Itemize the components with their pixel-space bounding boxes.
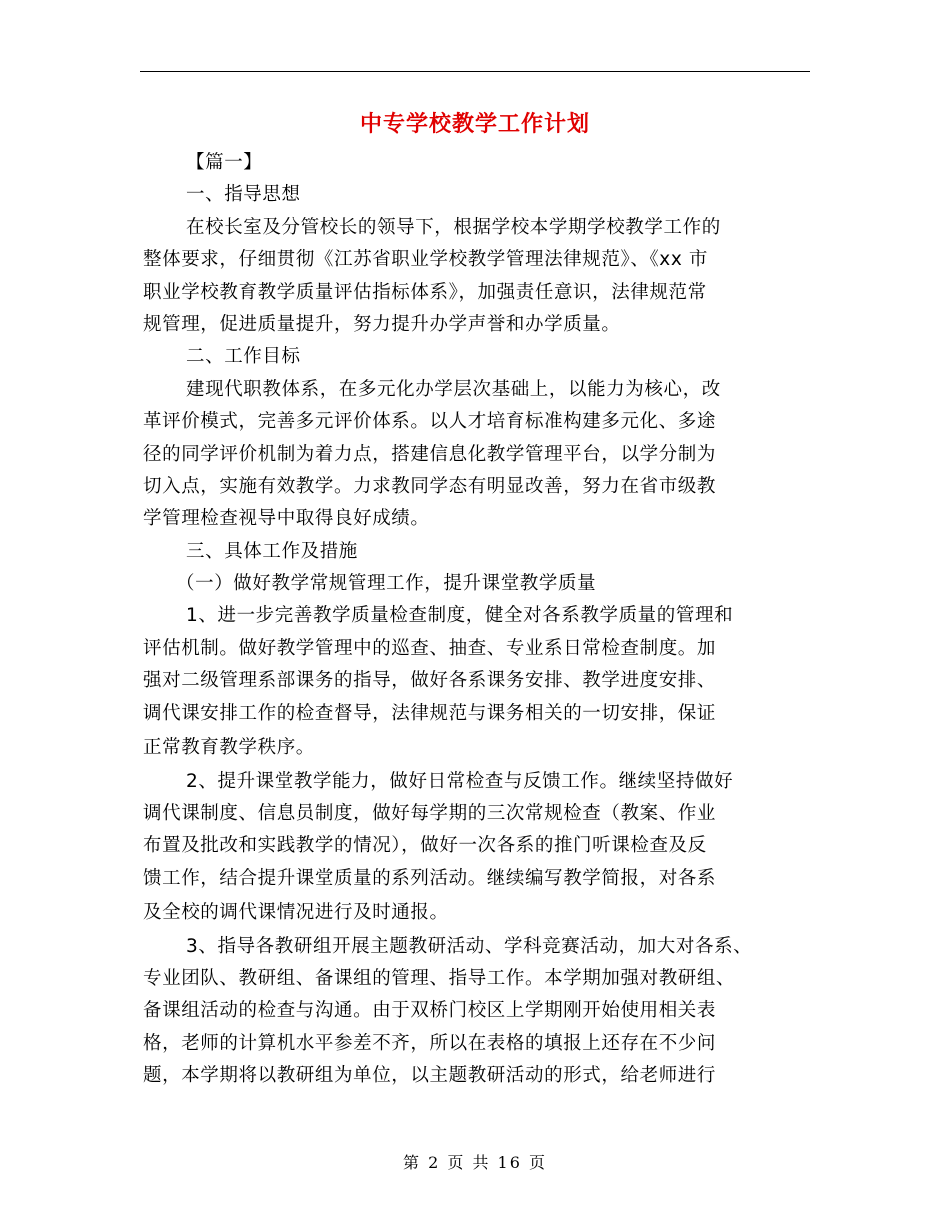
paragraph-line: 专业团队、教研组、备课组的管理、指导工作。本学期加强对教研组、 (143, 967, 736, 989)
paragraph-line: 布置及批改和实践教学的情况），做好一次各系的推门听课检查及反 (143, 835, 707, 857)
paragraph-line: 切入点，实施有效教学。力求教同学态有明显改善，努力在省市级教 (143, 475, 717, 497)
paragraph-line: 革评价模式，完善多元评价体系。以人才培育标准构建多元化、多途 (143, 411, 717, 433)
paragraph-line: 3、指导各教研组开展主题教研活动、学科竞赛活动，加大对各系、 (186, 935, 753, 957)
heading-work-goals: 二、工作目标 (186, 346, 301, 368)
page-number: 第 2 页 共 16 页 (403, 1153, 547, 1172)
document-title: 中专学校教学工作计划 (359, 112, 590, 137)
paragraph-line: 调代课安排工作的检查督导，法律规范与课务相关的一切安排，保证 (143, 702, 717, 724)
paragraph-line: 调代课制度、信息员制度，做好每学期的三次常规检查（教案、作业 (143, 802, 717, 824)
paragraph-line: 建现代职教体系，在多元化办学层次基础上，以能力为核心，改 (186, 378, 721, 400)
heading-guiding-ideology: 一、指导思想 (186, 184, 301, 206)
paragraph-line: 1、进一步完善教学质量检查制度，健全对各系教学质量的管理和 (186, 605, 734, 627)
paragraph-line: 馈工作，结合提升课堂质量的系列活动。继续编写教学简报，对各系 (143, 867, 717, 889)
header-rule (140, 71, 810, 72)
paragraph-line: 格，老师的计算机水平参差不齐，所以在表格的填报上还存在不少问 (143, 1032, 717, 1054)
paragraph-line: 径的同学评价机制为着力点，搭建信息化教学管理平台，以学分制为 (143, 443, 717, 465)
paragraph-line: 2、提升课堂教学能力，做好日常检查与反馈工作。继续坚持做好 (186, 770, 734, 792)
subheading-teaching-routine: （一）做好教学常规管理工作，提升课堂教学质量 (176, 573, 597, 595)
paragraph-line: 职业学校教育教学质量评估指标体系》，加强责任意识，法律规范常 (143, 281, 707, 303)
paragraph-line: 及全校的调代课情况进行及时通报。 (143, 902, 449, 924)
paragraph-line: 备课组活动的检查与沟通。由于双桥门校区上学期刚开始使用相关表 (143, 1000, 717, 1022)
paragraph-line: 整体要求，仔细贯彻《江苏省职业学校教学管理法律规范》、《xx 市 (143, 249, 708, 271)
paragraph-line: 正常教育教学秩序。 (143, 737, 315, 759)
paragraph-line: 评估机制。做好教学管理中的巡查、抽查、专业系日常检查制度。加 (143, 637, 717, 659)
paragraph-line: 在校长室及分管校长的领导下，根据学校本学期学校教学工作的 (186, 216, 721, 238)
paragraph-line: 学管理检查视导中取得良好成绩。 (143, 508, 430, 530)
section-label: 【篇一】 (186, 152, 263, 173)
paragraph-line: 强对二级管理系部课务的指导，做好各系课务安排、教学进度安排、 (143, 670, 717, 692)
paragraph-line: 题，本学期将以教研组为单位，以主题教研活动的形式，给老师进行 (143, 1065, 717, 1087)
heading-specific-measures: 三、具体工作及措施 (186, 540, 358, 562)
paragraph-line: 规管理，促进质量提升，努力提升办学声誉和办学质量。 (143, 313, 621, 335)
document-body (143, 147, 823, 1093)
